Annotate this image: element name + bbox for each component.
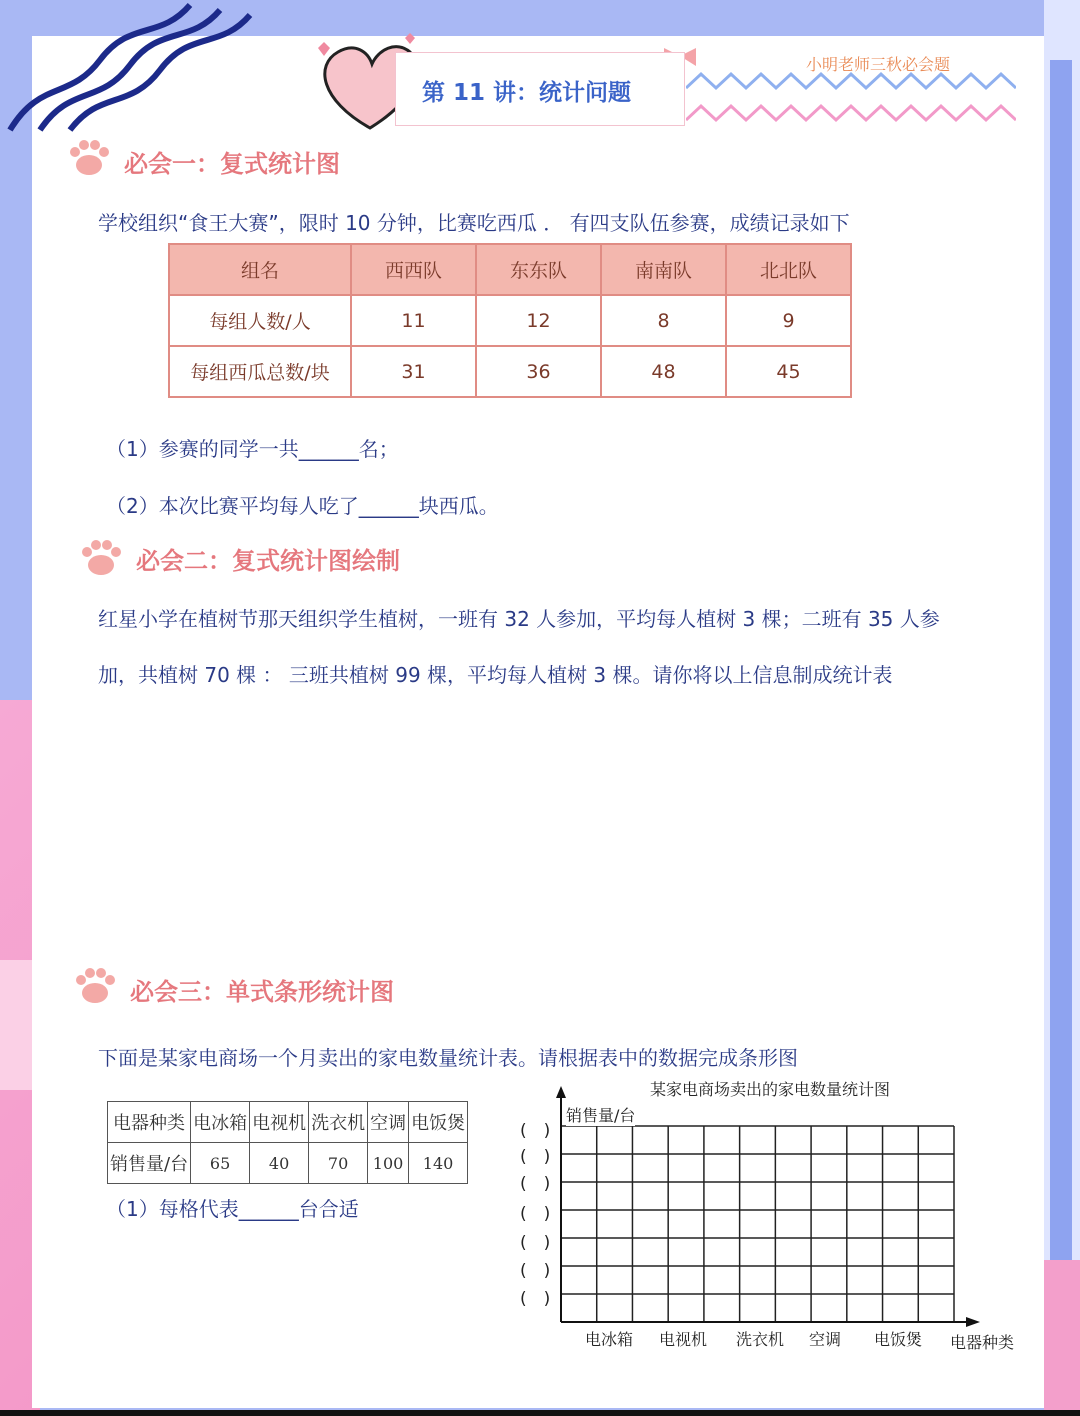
chart-title: 某家电商场卖出的家电数量统计图 (650, 1080, 891, 1099)
x-axis-arrow-icon (966, 1317, 980, 1327)
table-row (169, 346, 851, 397)
wave-lines-decoration (0, 0, 260, 140)
score-table-header-row (169, 244, 851, 295)
section1-question-2: （2）本次比赛平均每人吃了______块西瓜。 (106, 494, 499, 518)
zigzag-decoration (686, 70, 1016, 130)
y-blank: ( ) (520, 1261, 551, 1281)
score-cell: 36 (476, 346, 601, 397)
x-category-label: 洗衣机 (736, 1330, 785, 1349)
score-table (168, 243, 852, 398)
table-row (108, 1102, 468, 1143)
table-row (169, 295, 851, 346)
paw-icon (66, 138, 112, 178)
section3-intro: 下面是某家电商场一个月卖出的家电数量统计表。请根据表中的数据完成条形图 (98, 1046, 798, 1070)
table-row (108, 1143, 468, 1184)
score-header-cell: 西西队 (351, 244, 476, 295)
section2-title: 必会二：复式统计图绘制 (136, 547, 400, 575)
sales-header-cell: 洗衣机 (309, 1102, 368, 1143)
score-cell: 48 (601, 346, 726, 397)
sales-header-cell: 电饭煲 (409, 1102, 468, 1143)
paw-icon (72, 966, 118, 1006)
sales-cell: 70 (309, 1143, 368, 1184)
paw-icon (78, 538, 124, 578)
section3-question-1: （1）每格代表______台合适 (106, 1197, 359, 1221)
y-axis-arrow-icon (556, 1086, 566, 1098)
y-blank: ( ) (520, 1147, 551, 1167)
score-cell: 9 (726, 295, 851, 346)
section1-intro: 学校组织“食王大赛”，限时 10 分钟，比赛吃西瓜 ． 有四支队伍参赛，成绩记录如下 (98, 211, 850, 235)
brand-label: 小明老师三秋必会题 (806, 55, 951, 74)
sales-cell: 40 (250, 1143, 309, 1184)
y-blank: ( ) (520, 1174, 551, 1194)
section1-title: 必会一：复式统计图 (124, 150, 340, 178)
sales-header-cell: 电器种类 (108, 1102, 191, 1143)
y-blank: ( ) (520, 1204, 551, 1224)
section2-line-1: 红星小学在植树节那天组织学生植树，一班有 32 人参加，平均每人植树 3 棵；二班有 35 人参 (98, 607, 940, 631)
y-blank: ( ) (520, 1233, 551, 1253)
x-category-label: 电饭煲 (874, 1330, 923, 1349)
sales-header-cell: 空调 (368, 1102, 409, 1143)
y-axis-label: 销售量/台 (566, 1103, 635, 1126)
score-header-cell: 东东队 (476, 244, 601, 295)
right-decor-band (1050, 60, 1072, 1400)
score-header-cell: 南南队 (601, 244, 726, 295)
bottom-bar (0, 1410, 1080, 1416)
score-header-cell: 组名 (169, 244, 351, 295)
score-cell: 11 (351, 295, 476, 346)
section1-question-1: （1）参赛的同学一共______名； (106, 437, 399, 461)
score-cell: 31 (351, 346, 476, 397)
score-cell: 45 (726, 346, 851, 397)
x-category-label: 空调 (809, 1330, 842, 1349)
score-row-label: 每组西瓜总数/块 (169, 346, 351, 397)
x-category-label: 电冰箱 (585, 1330, 634, 1349)
y-blank: ( ) (520, 1289, 551, 1309)
sales-header-cell: 电冰箱 (191, 1102, 250, 1143)
score-cell: 8 (601, 295, 726, 346)
sales-row-label: 销售量/台 (108, 1143, 191, 1184)
y-blank: ( ) (520, 1121, 551, 1141)
x-axis-label: 电器种类 (950, 1333, 1015, 1352)
score-cell: 12 (476, 295, 601, 346)
x-category-label: 电视机 (659, 1330, 708, 1349)
sales-header-cell: 电视机 (250, 1102, 309, 1143)
sales-cell: 100 (368, 1143, 409, 1184)
section3-title: 必会三：单式条形统计图 (130, 978, 394, 1006)
section2-line-2: 加，共植树 70 棵 ： 三班共植树 99 棵，平均每人植树 3 棵。请你将以上信息制成统计表 (98, 663, 893, 687)
score-row-label: 每组人数/人 (169, 295, 351, 346)
sales-cell: 65 (191, 1143, 250, 1184)
right-decor-pink (1044, 1260, 1080, 1416)
sales-table (107, 1101, 468, 1184)
page-title: 第 11 讲：统计问题 (422, 80, 632, 106)
sales-cell: 140 (409, 1143, 468, 1184)
score-header-cell: 北北队 (726, 244, 851, 295)
